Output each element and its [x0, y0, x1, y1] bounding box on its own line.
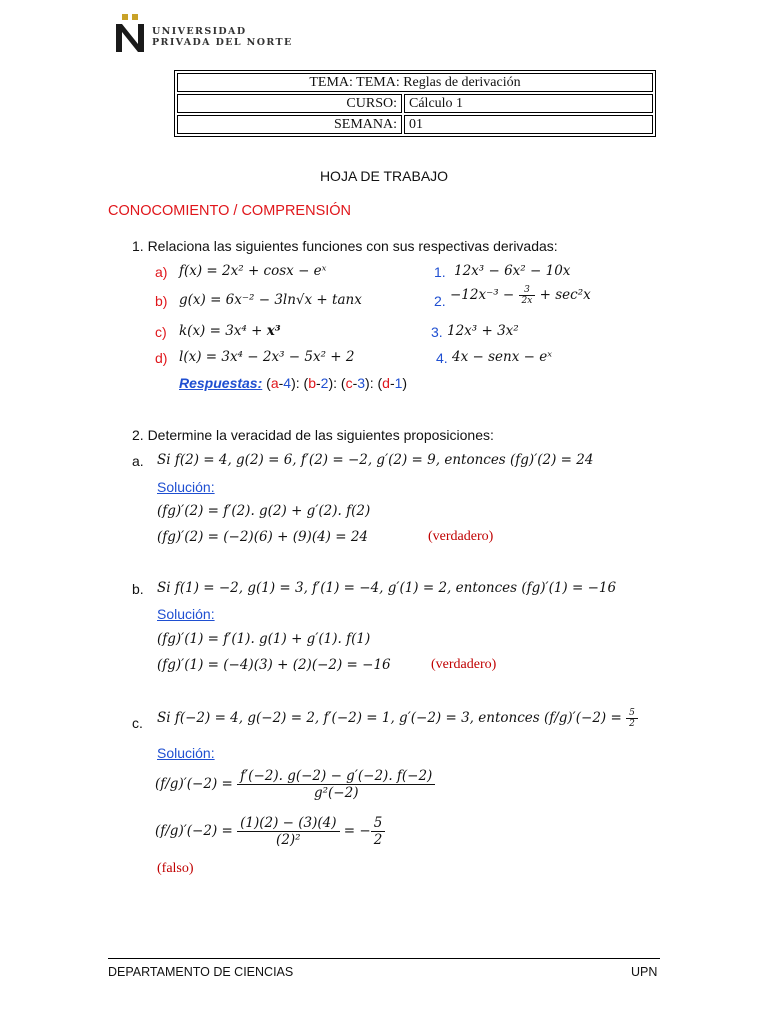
item-1-num: 1. — [434, 264, 446, 280]
item-2-num: 2. — [434, 293, 446, 309]
solution-c-line1: (f/g)′(−2) = $\frac{f'(-2). g(-2) - g'(-2). f(-2)}{\text{g²(−2)}}$ — [155, 768, 435, 801]
tema-cell: TEMA: TEMA: Reglas de derivación — [177, 73, 653, 92]
curso-label: CURSO: — [177, 94, 402, 113]
item-d-func: l(x) = 3x⁴ − 2x³ − 5x² + 2 — [179, 349, 355, 365]
solution-a-line2: (fg)′(2) = (−2)(6) + (9)(4) = 24 — [157, 529, 369, 545]
item-c-func: k(x) = 3x⁴ + x³ — [179, 323, 281, 339]
university-name: UNIVERSIDAD PRIVADA DEL NORTE — [152, 26, 293, 48]
question-1: 1. Relaciona las siguientes funciones con sus respectivas derivadas: — [132, 238, 558, 254]
item-a-func: f(x) = 2x² + cosx − eˣ — [179, 263, 327, 279]
item-b-label: b) — [155, 293, 168, 309]
item-3-deriv: 12x³ + 3x² — [447, 323, 519, 339]
solution-b-line1: (fg)′(1) = f′(1). g(1) + g′(1). f(1) — [157, 631, 371, 647]
section-heading: CONOCOMIENTO / COMPRENSIÓN — [108, 203, 352, 219]
semana-value: 01 — [404, 115, 653, 134]
item-a-label: a) — [155, 264, 168, 280]
item-c-label: c) — [155, 324, 167, 340]
item-2b-label: b. — [132, 581, 144, 597]
item-2a-label: a. — [132, 453, 144, 469]
question-2: 2. Determine la veracidad de las siguientes proposiciones: — [132, 427, 494, 443]
footer-upn: UPN — [631, 965, 658, 979]
item-4-num: 4. — [436, 350, 448, 366]
curso-value: Cálculo 1 — [404, 94, 653, 113]
solution-b-line2: (fg)′(1) = (−4)(3) + (2)(−2) = −16 — [157, 657, 391, 673]
item-2a-statement: Si f(2) = 4, g(2) = 6, f′(2) = −2, g′(2) = 9, entonces (fg)′(2) = 24 — [157, 452, 594, 468]
footer-department: DEPARTAMENTO DE CIENCIAS — [108, 965, 294, 979]
item-1-deriv: 12x³ − 6x² − 10x — [454, 263, 571, 279]
item-2b-statement: Si f(1) = −2, g(1) = 3, f′(1) = −4, g′(1) = 2, entonces (fg)′(1) = −16 — [157, 580, 617, 596]
page-title: HOJA DE TRABAJO — [319, 168, 449, 184]
item-2c-statement: Si f(−2) = 4, g(−2) = 2, f′(−2) = 1, g′(−2) = 3, entonces (f/g)′(−2) = $\frac{5}{2}$ — [157, 708, 638, 729]
solution-c-line2: (f/g)′(−2) = $\frac{(1)(2) - (3)(4)}{\text{(2)²}}$ = − $\frac{5}{2}$ — [155, 815, 385, 848]
item-d-label: d) — [155, 350, 168, 366]
answers-line: Respuestas: (a-4): (b-2): (c-3): (d-1) — [179, 375, 408, 391]
verdict-b: (verdadero) — [431, 657, 497, 672]
item-4-deriv: 4x − senx − eˣ — [452, 349, 552, 365]
footer-divider — [108, 958, 660, 959]
item-2-deriv: −12x⁻³ − $\frac{3}{2x}$ + sec²x — [450, 285, 591, 306]
solution-c-label: Solución: — [157, 745, 215, 761]
solution-a-label: Solución: — [157, 479, 215, 495]
semana-label: SEMANA: — [177, 115, 402, 134]
solution-b-label: Solución: — [157, 606, 215, 622]
header-table — [174, 70, 656, 137]
upn-logo-icon — [112, 14, 148, 54]
item-b-func: g(x) = 6x⁻² − 3ln√x + tanx — [179, 292, 362, 308]
item-3-num: 3. — [431, 324, 443, 340]
item-2c-label: c. — [132, 715, 143, 731]
verdict-c: (falso) — [157, 861, 194, 876]
solution-a-line1: (fg)′(2) = f′(2). g(2) + g′(2). f(2) — [157, 503, 371, 519]
verdict-a: (verdadero) — [428, 529, 494, 544]
